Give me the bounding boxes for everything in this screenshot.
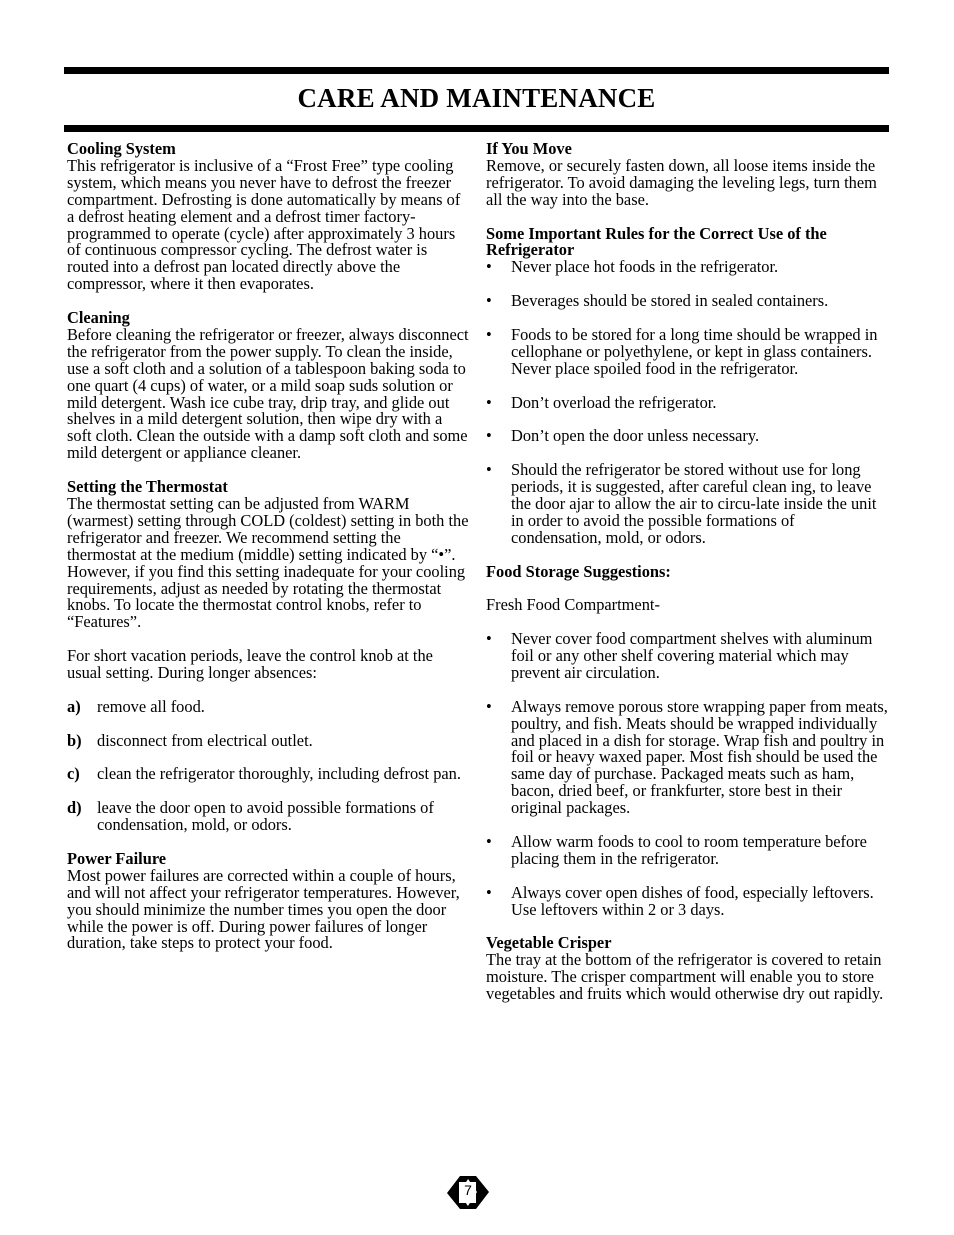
vegetable-crisper-section (486, 935, 888, 1003)
rules-list-item (486, 324, 888, 378)
thermostat-body: The thermostat setting can be adjusted from WARM (warmest) setting through COLD (coldest) setting in both the refrigerator and freezer. We recommend setting the thermostat at the medium (middle) setting indicated by “•”. However, if you find this setting inadequate for your cooling requirements, adjust as needed by rotating the thermostat knobs. To locate the thermostat control knobs, refer to “Features”. (67, 494, 469, 632)
vegetable-crisper-body: The tray at the bottom of the refrigerator is covered to retain moisture. The crisper compartment will enable you to store vegetables and fruits which would otherwise dry out rapidly. (486, 950, 884, 1004)
page-number-badge (438, 1172, 498, 1212)
step-text: remove all food. (97, 696, 205, 716)
food-storage-heading: Food Storage Suggestions: (486, 561, 671, 581)
rule-text: Should the refrigerator be stored without use for long periods, it is suggested, after careful clean ing, to leave the door ajar to allow the air to circu-late inside the unit in order to avoid the possible formations of condensation, mold, or odors. (511, 460, 877, 547)
storage-list-item (486, 696, 888, 818)
step-text: disconnect from electrical outlet. (97, 730, 313, 750)
header-rule-top (64, 67, 889, 74)
rules-list-item (486, 428, 888, 445)
power-failure-section (67, 848, 469, 953)
storage-text: Allow warm foods to cool to room temperature before placing them in the refrigerator. (511, 831, 867, 868)
rule-text: Don’t overload the refrigerator. (511, 392, 717, 412)
rules-list-item (486, 392, 888, 412)
thermostat-section (67, 479, 469, 834)
step-text: clean the refrigerator thoroughly, including defrost pan. (97, 764, 461, 784)
food-storage-section (486, 561, 888, 919)
bullet-icon: • (486, 882, 492, 902)
cooling-system-heading: Cooling System (67, 139, 176, 158)
bullet-icon: • (486, 831, 492, 851)
rule-text: Foods to be stored for a long time should be wrapped in cellophane or polyethylene, or kept in glass containers. Never place spoiled food in the refrigerator. (511, 324, 878, 378)
absence-step (67, 696, 469, 716)
cleaning-heading: Cleaning (67, 308, 130, 328)
storage-list-item (486, 882, 888, 919)
absence-step (67, 800, 469, 834)
step-letter: c) (67, 764, 80, 784)
bullet-icon: • (486, 426, 492, 446)
left-column (67, 141, 469, 952)
step-letter: b) (67, 730, 82, 750)
right-column (486, 141, 888, 1003)
thermostat-heading: Setting the Thermostat (67, 477, 228, 497)
vegetable-crisper-heading: Vegetable Crisper (486, 933, 612, 953)
storage-text: Never cover food compartment shelves with aluminum foil or any other shelf covering material which may prevent air circulation. (511, 629, 873, 682)
page-number: 7 (464, 1182, 472, 1198)
vacation-text: For short vacation periods, leave the control knob at the usual setting. During longer absences: (67, 646, 433, 683)
rules-heading: Some Important Rules for the Correct Use of the Refrigerator (486, 223, 827, 260)
if-you-move-heading: If You Move (486, 139, 572, 158)
power-failure-body: Most power failures are corrected within a couple of hours, and will not affect your refrigerator temperatures. However, you should minimize the number times you open the door while the power is off. During power failures of longer duration, take steps to protect your food. (67, 865, 460, 953)
cleaning-body: Before cleaning the refrigerator or freezer, always disconnect the refrigerator from the power supply. To clean the inside, use a soft cloth and a solution of a tablespoon baking soda to one quart (4 cups) of water, or a mild soap suds solution or mild detergent. Wash ice cube tray, drip tray, and glide out shelves in a mild detergent solution, then wipe dry with a soft cloth. Clean the outside with a damp soft cloth and some mild detergent or appliance cleaner. (67, 324, 469, 463)
rule-text: Beverages should be stored in sealed containers. (511, 291, 829, 311)
absence-step (67, 766, 469, 783)
bullet-icon: • (486, 629, 492, 649)
storage-list-item (486, 831, 888, 868)
rule-text: Never place hot foods in the refrigerator. (511, 257, 779, 277)
storage-text: Always cover open dishes of food, especially leftovers. Use leftovers within 2 or 3 days. (511, 882, 874, 919)
if-you-move-section (486, 141, 888, 209)
cooling-system-section (67, 141, 469, 293)
header-rule-bottom (64, 125, 889, 132)
step-text: leave the door open to avoid possible formations of condensation, mold, or odors. (97, 798, 434, 835)
bullet-icon: • (486, 460, 492, 480)
absence-step (67, 730, 469, 750)
bullet-icon: • (486, 257, 492, 277)
rules-list-item (486, 293, 888, 310)
if-you-move-body: Remove, or securely fasten down, all loose items inside the refrigerator. To avoid damaging the leveling legs, turn them all the way into the base. (486, 155, 877, 209)
rules-list-item (486, 259, 888, 276)
cooling-system-body: This refrigerator is inclusive of a “Frost Free” type cooling system, which means you never have to defrost the freezer compartment. Defrosting is done automatically by means of a defrost heating element and a defrost timer factory-programmed to operate (cycle) after approximately 3 hours of continuous compressor cycling. The defrost water is routed into a defrost pan located directly above the compressor, where it then evaporates. (67, 155, 461, 294)
fresh-food-subheading: Fresh Food Compartment- (486, 595, 660, 615)
rule-text: Don’t open the door unless necessary. (511, 426, 760, 446)
storage-text: Always remove porous store wrapping paper from meats, poultry, and fish. Meats should be wrapped individually and placed in a dish for storage. Wrap fish and poultry in foil or heavy waxed paper. Most fish should be used the same day of purchase. Packaged meats such as ham, bacon, dried beef, or frankfurter, store best in their original packages. (511, 696, 888, 818)
bullet-icon: • (486, 696, 492, 716)
power-failure-heading: Power Failure (67, 848, 167, 868)
bullet-icon: • (486, 291, 492, 311)
bullet-icon: • (486, 392, 492, 412)
storage-list-item (486, 631, 888, 682)
bullet-icon: • (486, 324, 492, 344)
rules-list-item (486, 462, 888, 547)
page-title: CARE AND MAINTENANCE (297, 83, 656, 113)
step-letter: a) (67, 696, 81, 716)
step-letter: d) (67, 798, 82, 818)
rules-section (486, 223, 888, 547)
cleaning-section (67, 310, 469, 462)
